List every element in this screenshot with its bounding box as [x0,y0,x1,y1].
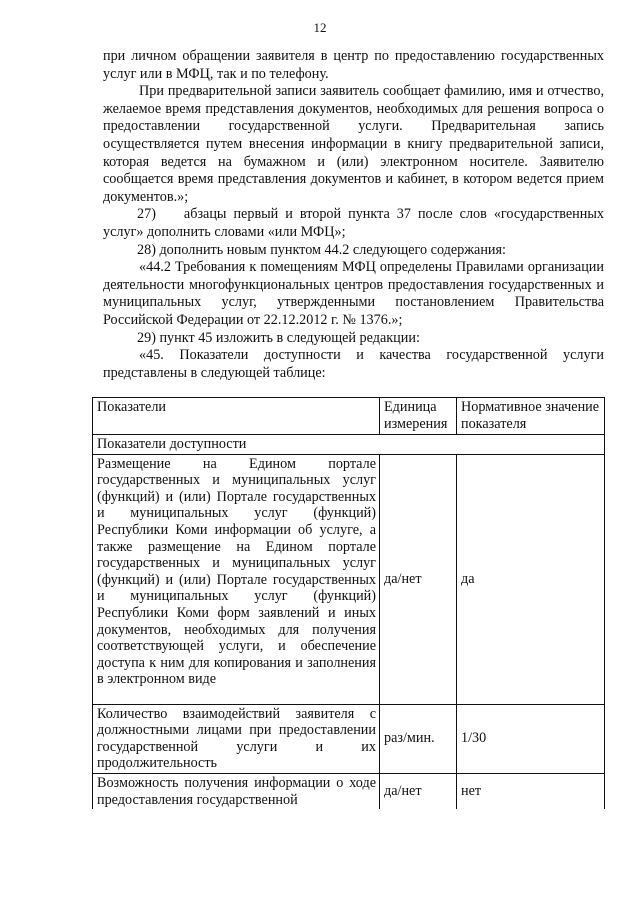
paragraph-item-44-2: «44.2 Требования к помещениям МФЦ определены Правилами организации деятельности многофункциональных центров предоставления государственных и муниципальных услуг, утвержденными постановлением Правительства Российской Федерации от 22.12.2012 г. № 1376.»; [103,259,604,328]
table-header-row [93,398,605,435]
unit-cell: да/нет [380,454,457,704]
paragraph-item-28: 28) дополнить новым пунктом 44.2 следующего содержания: [137,241,506,258]
page-number: 12 [313,20,327,35]
section-accessibility: Показатели доступности [93,435,605,455]
paragraph-continuation: при личном обращении заявителя в центр по предоставлению государственных услуг или в МФЦ, так и по телефону. [103,48,604,82]
paragraph-item-27: 27) абзацы первый и второй пункта 37 после слов «государственных услуг» дополнить словами «или МФЦ»; [103,206,604,240]
indicator-cell: Количество взаимодействий заявителя с должностными лицами при предоставлении государственной услуги и их продолжительность [93,704,380,773]
norm-cell: да [457,454,605,704]
norm-cell: 1/30 [457,704,605,773]
table-row [93,704,605,773]
table-section-row [93,435,605,455]
header-indicators: Показатели [93,398,380,435]
table-row [93,773,605,809]
document-body [103,48,604,382]
indicator-cell: Возможность получения информации о ходе предоставления государственной [93,773,380,809]
unit-cell: да/нет [380,773,457,809]
indicator-cell: Размещение на Едином портале государственных и муниципальных услуг (функций) и (или) Портале государственных и муниципальных услуг (функций) Республики Коми информации об услуге, а также размещение на Едином портале государственных и муниципальных услуг (функций) и (или) Портале государственных и муниципальных услуг (функций) Республики Коми форм заявлений и иных документов, необходимых для получения соответствующей услуги, и обеспечение доступа к ним для копирования и заполнения в электронном виде [93,454,380,704]
header-unit: Единица измерения [380,398,457,435]
norm-cell: нет [457,773,605,809]
paragraph-item-45: «45. Показатели доступности и качества государственной услуги представлены в следующей таблице: [103,347,604,381]
unit-cell: раз/мин. [380,704,457,773]
header-norm: Нормативное значение показателя [457,398,605,435]
paragraph-item-29: 29) пункт 45 изложить в следующей редакции: [137,329,420,346]
paragraph-preliminary-record: При предварительной записи заявитель сообщает фамилию, имя и отчество, желаемое время представления документов, необходимых для решения вопроса о предоставлении государственной услуги. Предварительная запись осуществляется путем внесения информации в книгу предварительной записи, которая ведется на бумажном и (или) электронном носителе. Заявителю сообщается время представления документов и кабинет, в котором ведется прием документов.»; [103,83,604,205]
indicators-table [92,397,605,809]
table-row [93,454,605,704]
